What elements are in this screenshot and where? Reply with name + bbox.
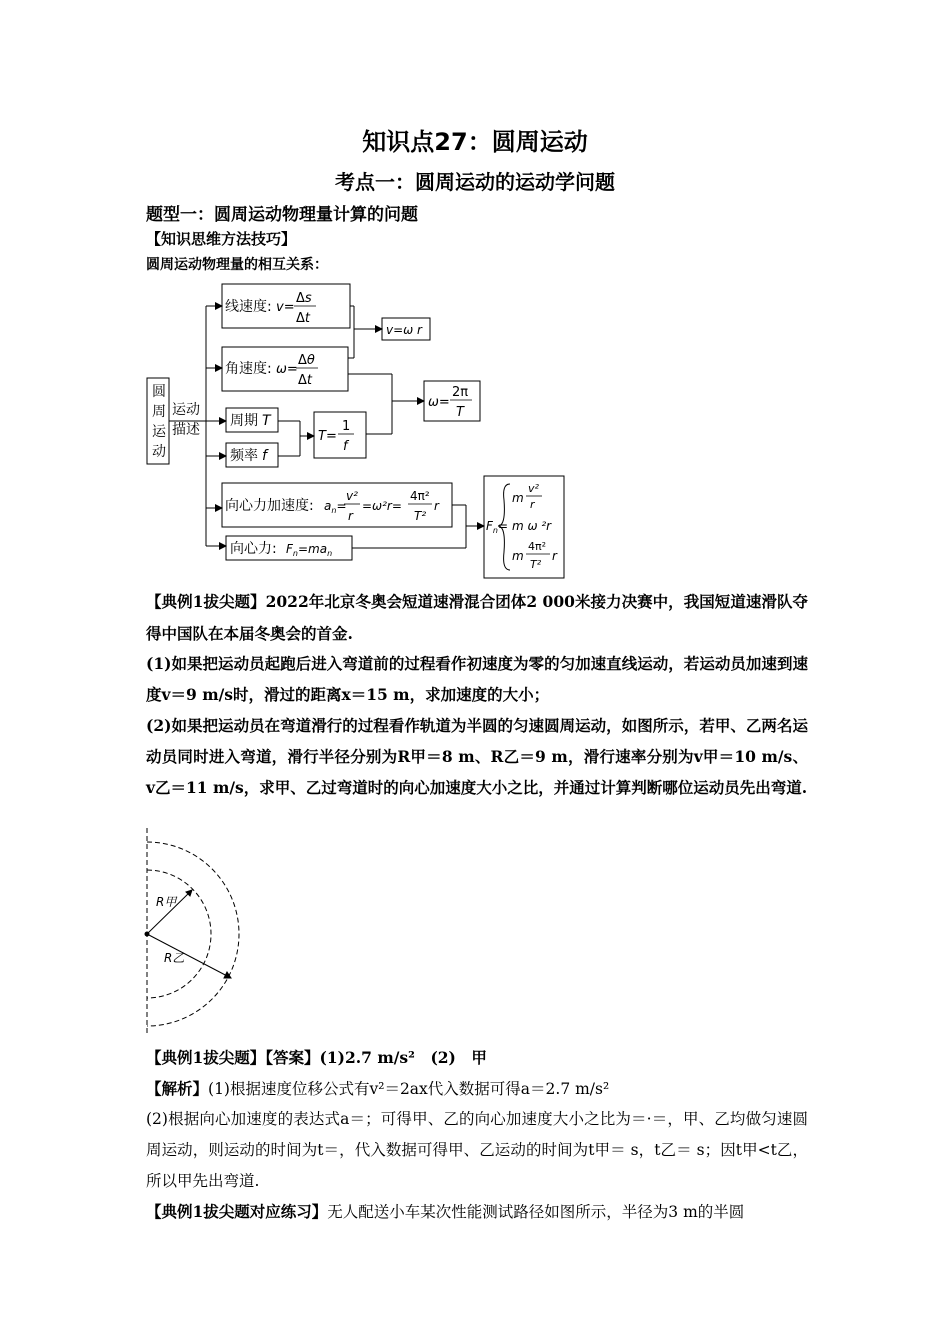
centripetal-acc-label: 向心力加速度: bbox=[225, 498, 314, 514]
svg-text:4π²: 4π² bbox=[410, 489, 430, 503]
svg-text:T: T bbox=[262, 413, 271, 429]
svg-text:Fn=man: $F_n=ma_n$ bbox=[286, 542, 333, 558]
period-label: 周期 bbox=[230, 413, 258, 429]
analysis-line1: (1)根据速度位移公式有v²＝2ax代入数据可得a＝2.7 m/s² bbox=[208, 1080, 610, 1098]
svg-text:ω=: ω= bbox=[428, 395, 450, 410]
svg-text:=ω²r=: =ω²r= bbox=[362, 499, 402, 513]
example1-intro: 2022年北京冬奥会短道速滑混合团体2 000米接力决赛中，我国短道速滑队夺得中国队在本届冬奥会的首金. bbox=[146, 592, 808, 643]
svg-text:v²: v² bbox=[528, 482, 539, 495]
method-heading: 【知识思维方法技巧】 bbox=[146, 230, 297, 248]
svg-text:T²: T² bbox=[414, 509, 427, 523]
svg-text:Δs: Δs bbox=[296, 291, 312, 306]
frequency-label: 频率 bbox=[230, 448, 258, 464]
answer-block bbox=[146, 1042, 808, 1074]
svg-text:T²: T² bbox=[530, 558, 542, 571]
track-figure bbox=[130, 826, 270, 1038]
svg-text:Δt: Δt bbox=[296, 311, 311, 326]
root-char: 运 bbox=[152, 424, 166, 440]
svg-text:T: T bbox=[456, 405, 464, 420]
svg-text:v=ω r: v=ω r bbox=[386, 323, 422, 337]
svg-text:r: r bbox=[552, 549, 557, 563]
svg-text:4π²: 4π² bbox=[528, 540, 547, 553]
svg-text:v=: v= bbox=[276, 300, 295, 315]
root-char: 动 bbox=[152, 444, 166, 460]
svg-text:m: m bbox=[512, 549, 524, 563]
practice-text: 无人配送小车某次性能测试路径如图所示，半径为3 m的半圆 bbox=[327, 1203, 745, 1221]
svg-text:2π: 2π bbox=[452, 385, 469, 400]
root-char: 周 bbox=[152, 404, 166, 420]
relation-diagram bbox=[140, 276, 580, 584]
svg-text:r: r bbox=[348, 509, 353, 523]
answer-text: (1)2.7 m/s² (2) 甲 bbox=[319, 1048, 487, 1067]
r-jia-label: R甲 bbox=[156, 895, 177, 909]
svg-text:1: 1 bbox=[342, 419, 351, 434]
centripetal-force-label: 向心力: bbox=[230, 541, 277, 557]
relation-intro: 圆周运动物理量的相互关系： bbox=[146, 257, 328, 273]
svg-text:Fn=: $F_n=$ bbox=[486, 519, 509, 535]
desc-text: 运动 bbox=[172, 402, 200, 418]
practice-block bbox=[146, 1196, 808, 1228]
svg-text:v²: v² bbox=[346, 489, 358, 503]
page-subtitle: 考点一：圆周运动的运动学问题 bbox=[335, 170, 615, 194]
desc-text: 描述 bbox=[172, 422, 200, 438]
svg-text:an=: $a_n=$ bbox=[324, 499, 347, 515]
angular-speed-label: 角速度: bbox=[225, 361, 272, 377]
svg-text:ω=: ω= bbox=[276, 362, 298, 377]
svg-text:m ω ²r: m ω ²r bbox=[512, 519, 552, 533]
svg-text:f: f bbox=[343, 439, 348, 454]
svg-text:r: r bbox=[530, 498, 535, 511]
analysis-block bbox=[146, 1073, 808, 1105]
example1-tag: 【典例1拔尖题】 bbox=[146, 592, 266, 611]
svg-text:r: r bbox=[434, 499, 439, 513]
section-heading: 题型一：圆周运动物理量计算的问题 bbox=[146, 205, 418, 225]
svg-text:Δt: Δt bbox=[298, 373, 313, 388]
svg-text:Δθ: Δθ bbox=[298, 353, 315, 368]
svg-text:m: m bbox=[512, 491, 524, 505]
page-title: 知识点27：圆周运动 bbox=[362, 128, 588, 156]
example1-q1: (1)如果把运动员起跑后进入弯道前的过程看作初速度为零的匀加速直线运动，若运动员加速到速度v＝9 m/s时，滑过的距离x＝15 m，求加速度的大小； bbox=[146, 654, 808, 704]
svg-text:T=: T= bbox=[318, 429, 337, 444]
example1-block bbox=[146, 586, 808, 650]
example1-q2: (2)如果把运动员在弯道滑行的过程看作轨道为半圆的匀速圆周运动，如图所示，若甲、乙两名运动员同时进入弯道，滑行半径分别为R甲＝8 m、R乙＝9 m，滑行速率分别为v甲＝10 m/s、v乙＝11 m/s，求甲、乙过弯道时的向心加速度大小之比，并通过计算判断哪位运动员先出弯道. bbox=[146, 716, 808, 797]
practice-tag: 【典例1拔尖题对应练习】 bbox=[146, 1202, 328, 1221]
svg-text:f: f bbox=[262, 448, 267, 464]
r-yi-label: R乙 bbox=[164, 951, 185, 965]
root-char: 圆 bbox=[152, 384, 166, 400]
linear-speed-label: 线速度: bbox=[225, 299, 272, 315]
analysis-line2: (2)根据向心加速度的表达式a＝；可得甲、乙的向心加速度大小之比为＝·＝，甲、乙均做匀速圆周运动，则运动的时间为t＝，代入数据可得甲、乙运动的时间为t甲＝ s，t乙＝ s；因t甲<t乙，所以甲先出弯道. bbox=[146, 1110, 808, 1190]
analysis-tag: 【解析】 bbox=[146, 1079, 209, 1098]
answer-tag: 【典例1拔尖题】【答案】 bbox=[146, 1048, 320, 1067]
